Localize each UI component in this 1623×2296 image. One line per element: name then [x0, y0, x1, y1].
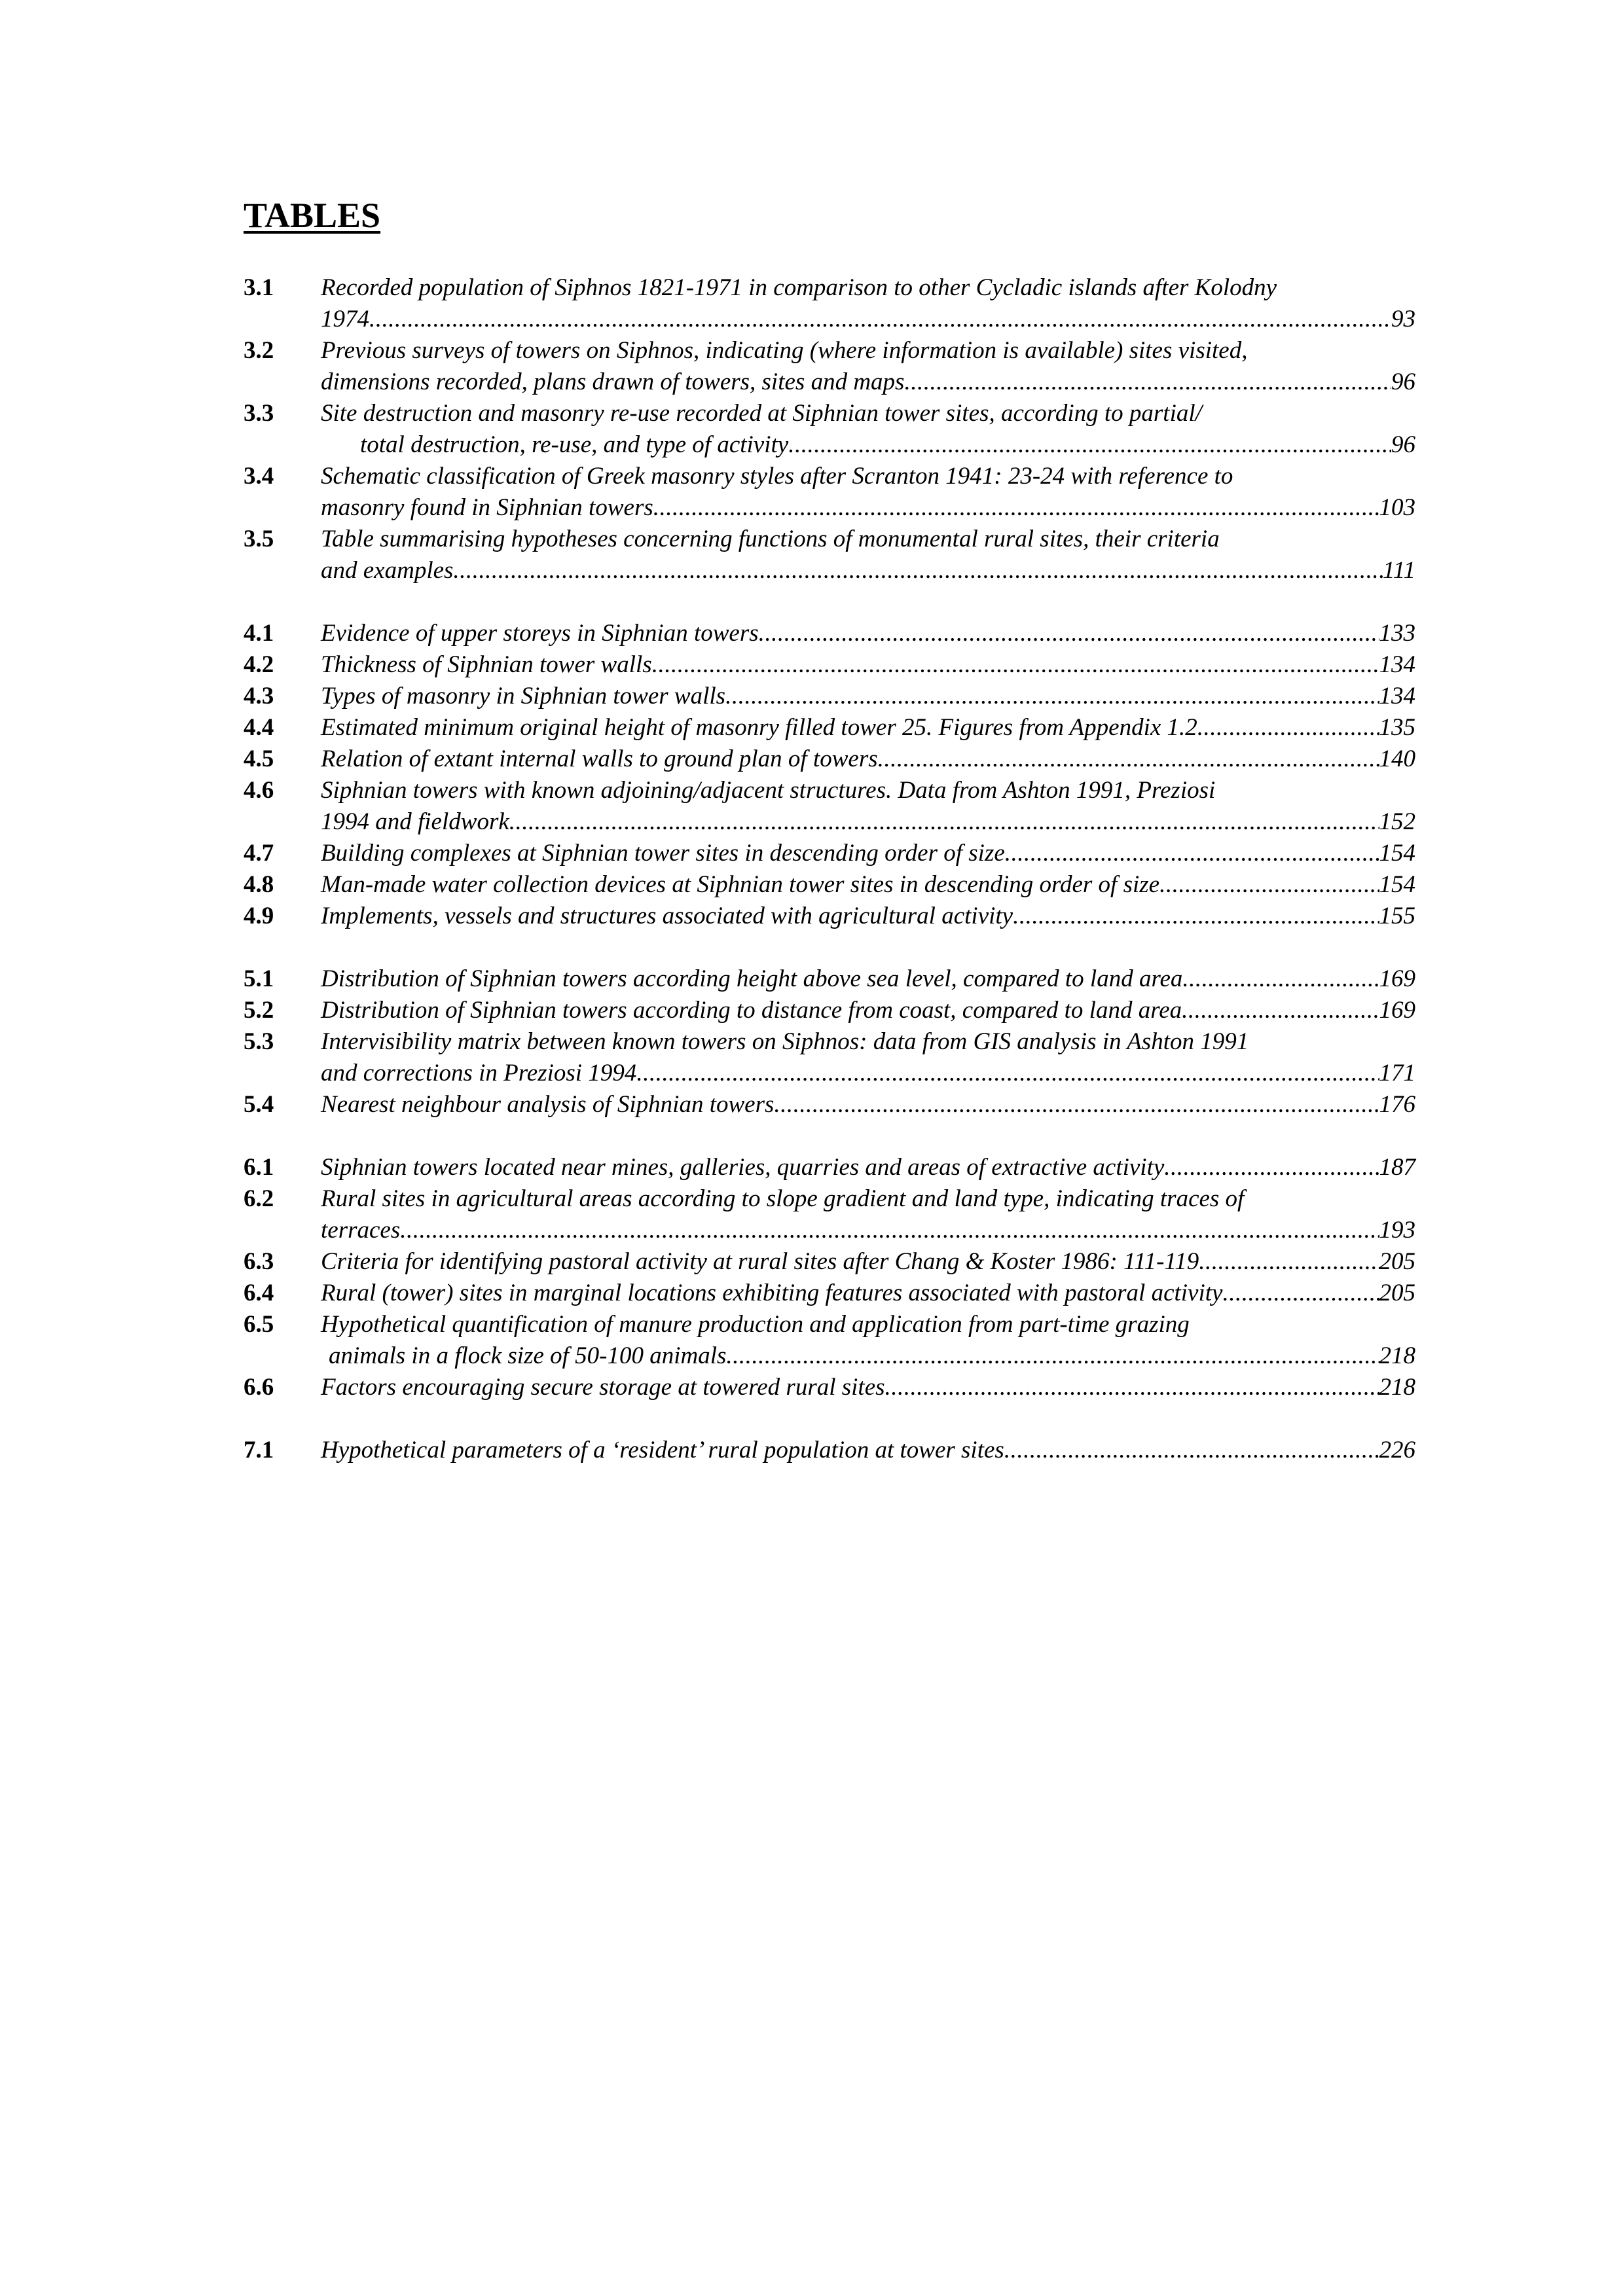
entry-page-number: 205 [1379, 1280, 1415, 1306]
dot-leader [636, 1058, 1379, 1089]
dot-leader [726, 1340, 1379, 1372]
toc-entry-3-1 [244, 272, 1415, 335]
entry-page-number: 218 [1379, 1374, 1415, 1401]
entry-page-number: 187 [1379, 1154, 1415, 1181]
entry-title-line2: 1974 [321, 306, 369, 332]
entry-title: Nearest neighbour analysis of Siphnian towers [321, 1091, 775, 1118]
dot-leader [652, 649, 1379, 681]
entry-page-number: 169 [1379, 965, 1415, 992]
entry-title-line1: Site destruction and masonry re-use recorded at Siphnian tower sites, according to partial/ [321, 400, 1202, 427]
entry-page-number: 226 [1379, 1437, 1415, 1463]
entry-title: Siphnian towers located near mines, galleries, quarries and areas of extractive activity [321, 1154, 1165, 1181]
entry-title-line2: animals in a flock size of 50-100 animals [329, 1342, 727, 1369]
entry-number: 4.2 [244, 651, 274, 678]
dot-leader [1182, 963, 1379, 995]
toc-entry-5-2 [244, 995, 1415, 1026]
entry-title: Distribution of Siphnian towers according to distance from coast, compared to land area [321, 997, 1182, 1024]
entry-page-number: 96 [1391, 431, 1415, 458]
dot-leader [788, 429, 1391, 461]
entry-number: 6.2 [244, 1185, 274, 1212]
entry-number: 4.9 [244, 903, 274, 929]
entry-number: 5.2 [244, 997, 274, 1024]
dot-leader [878, 744, 1379, 775]
toc-entry-6-5 [244, 1309, 1415, 1372]
entry-title-line2: total destruction, re-use, and type of activity [360, 431, 789, 458]
entry-title-line1: Hypothetical quantification of manure production and application from part-time grazing [321, 1311, 1190, 1338]
group-chapter-7 [244, 1435, 1415, 1466]
entry-title-line1: Rural sites in agricultural areas according to slope gradient and land type, indicating traces of [321, 1185, 1245, 1212]
entry-page-number: 134 [1379, 683, 1415, 709]
toc-entry-6-4 [244, 1278, 1415, 1309]
entry-title-line1: Schematic classification of Greek masonry styles after Scranton 1941: 23-24 with reference to [321, 463, 1233, 490]
entry-number: 4.4 [244, 714, 274, 741]
entry-number: 6.6 [244, 1374, 274, 1401]
entry-title-line1: Intervisibility matrix between known towers on Siphnos: data from GIS analysis in Ashton 1991 [321, 1028, 1249, 1055]
toc-entry-3-4 [244, 461, 1415, 524]
entry-title: Building complexes at Siphnian tower sites in descending order of size [321, 840, 1005, 867]
dot-leader [369, 304, 1391, 335]
dot-leader [904, 367, 1391, 398]
toc-entry-6-2 [244, 1183, 1415, 1246]
dot-leader [1005, 838, 1379, 869]
entry-title: Man-made water collection devices at Siphnian tower sites in descending order of size [321, 871, 1160, 898]
entry-number: 3.5 [244, 526, 274, 552]
toc-entry-7-1 [244, 1435, 1415, 1466]
dot-leader [1164, 1152, 1379, 1183]
entry-title-line2: masonry found in Siphnian towers [321, 494, 653, 521]
entry-page-number: 93 [1391, 306, 1415, 332]
toc-entry-4-6 [244, 775, 1415, 838]
entry-number: 6.1 [244, 1154, 274, 1181]
toc-entry-4-2 [244, 649, 1415, 681]
entry-page-number: 103 [1379, 494, 1415, 521]
entry-title: Criteria for identifying pastoral activity at rural sites after Chang & Koster 1986: 111-119 [321, 1248, 1199, 1275]
dot-leader [1159, 869, 1379, 901]
entry-title: Distribution of Siphnian towers according height above sea level, compared to land area [321, 965, 1183, 992]
toc-entry-6-3 [244, 1246, 1415, 1278]
dot-leader [725, 681, 1379, 712]
dot-leader [1222, 1278, 1379, 1309]
entry-title: Relation of extant internal walls to ground plan of towers [321, 745, 878, 772]
entry-page-number: 169 [1379, 997, 1415, 1024]
entry-page-number: 133 [1379, 620, 1415, 647]
entry-number: 4.1 [244, 620, 274, 647]
entry-title-line2: terraces [321, 1217, 401, 1244]
dot-leader [400, 1215, 1379, 1246]
entry-number: 3.3 [244, 400, 274, 427]
entry-title: Hypothetical parameters of a ‘resident’ rural population at tower sites [321, 1437, 1004, 1463]
entry-title: Factors encouraging secure storage at towered rural sites [321, 1374, 885, 1401]
dot-leader [1182, 995, 1379, 1026]
group-chapter-3 [244, 272, 1415, 586]
dot-leader [453, 555, 1383, 586]
entry-title-line2: and corrections in Preziosi 1994 [321, 1060, 637, 1086]
entry-page-number: 193 [1379, 1217, 1415, 1244]
entry-number: 6.3 [244, 1248, 274, 1275]
group-chapter-5 [244, 963, 1415, 1121]
dot-leader [1199, 1246, 1379, 1278]
entry-page-number: 134 [1379, 651, 1415, 678]
entry-number: 3.1 [244, 274, 274, 301]
entry-page-number: 205 [1379, 1248, 1415, 1275]
toc-entry-6-1 [244, 1152, 1415, 1183]
dot-leader [509, 806, 1379, 838]
entry-page-number: 140 [1379, 745, 1415, 772]
entry-number: 4.3 [244, 683, 274, 709]
entry-number: 5.4 [244, 1091, 274, 1118]
toc-entry-4-5 [244, 744, 1415, 775]
toc-entry-5-4 [244, 1089, 1415, 1121]
toc-entry-4-4 [244, 712, 1415, 744]
toc-entry-4-1 [244, 618, 1415, 649]
dot-leader [653, 492, 1379, 524]
entry-page-number: 154 [1379, 871, 1415, 898]
page-title: TABLES [244, 196, 381, 235]
toc-entry-4-3 [244, 681, 1415, 712]
toc-entry-4-9 [244, 901, 1415, 932]
entry-number: 6.5 [244, 1311, 274, 1338]
entry-title-line2: dimensions recorded, plans drawn of towers, sites and maps [321, 368, 905, 395]
entry-number: 5.1 [244, 965, 274, 992]
entry-title-line1: Recorded population of Siphnos 1821-1971 in comparison to other Cycladic islands after Kolodny [321, 274, 1277, 301]
toc-entry-3-2 [244, 335, 1415, 398]
entry-title-line2: and examples [321, 557, 454, 584]
entry-page-number: 154 [1379, 840, 1415, 867]
entry-page-number: 96 [1391, 368, 1415, 395]
entry-title: Implements, vessels and structures associated with agricultural activity [321, 903, 1013, 929]
entry-page-number: 152 [1379, 808, 1415, 835]
entry-page-number: 111 [1382, 557, 1415, 584]
entry-number: 6.4 [244, 1280, 274, 1306]
group-chapter-6 [244, 1152, 1415, 1403]
entry-number: 3.2 [244, 337, 274, 364]
toc-entry-4-8 [244, 869, 1415, 901]
entry-number: 4.7 [244, 840, 274, 867]
entry-title: Estimated minimum original height of masonry filled tower 25. Figures from Appendix 1.2 [321, 714, 1197, 741]
toc-entry-4-7 [244, 838, 1415, 869]
dot-leader [774, 1089, 1379, 1121]
entry-title-line1: Siphnian towers with known adjoining/adjacent structures. Data from Ashton 1991, Preziosi [321, 777, 1216, 804]
entry-page-number: 176 [1379, 1091, 1415, 1118]
dot-leader [1197, 712, 1379, 744]
entry-page-number: 218 [1379, 1342, 1415, 1369]
tables-list [244, 272, 1415, 1498]
entry-page-number: 171 [1379, 1060, 1415, 1086]
entry-title: Rural (tower) sites in marginal locations exhibiting features associated with pastoral activity [321, 1280, 1223, 1306]
entry-title-line1: Previous surveys of towers on Siphnos, indicating (where information is available) sites visited, [321, 337, 1248, 364]
entry-number: 3.4 [244, 463, 274, 490]
dot-leader [759, 618, 1379, 649]
toc-entry-6-6 [244, 1372, 1415, 1403]
entry-title: Thickness of Siphnian tower walls [321, 651, 652, 678]
entry-title-line1: Table summarising hypotheses concerning functions of monumental rural sites, their criteria [321, 526, 1220, 552]
dot-leader [885, 1372, 1379, 1403]
entry-number: 4.6 [244, 777, 274, 804]
entry-number: 5.3 [244, 1028, 274, 1055]
toc-entry-5-3 [244, 1026, 1415, 1089]
dot-leader [1013, 901, 1379, 932]
toc-entry-3-5 [244, 524, 1415, 586]
entry-number: 4.5 [244, 745, 274, 772]
entry-page-number: 135 [1379, 714, 1415, 741]
group-chapter-4 [244, 618, 1415, 932]
entry-number: 4.8 [244, 871, 274, 898]
entry-page-number: 155 [1379, 903, 1415, 929]
entry-title: Evidence of upper storeys in Siphnian towers [321, 620, 759, 647]
dot-leader [1004, 1435, 1379, 1466]
toc-entry-5-1 [244, 963, 1415, 995]
entry-title: Types of masonry in Siphnian tower walls [321, 683, 726, 709]
toc-entry-3-3 [244, 398, 1415, 461]
entry-title-line2: 1994 and fieldwork [321, 808, 509, 835]
entry-number: 7.1 [244, 1437, 274, 1463]
